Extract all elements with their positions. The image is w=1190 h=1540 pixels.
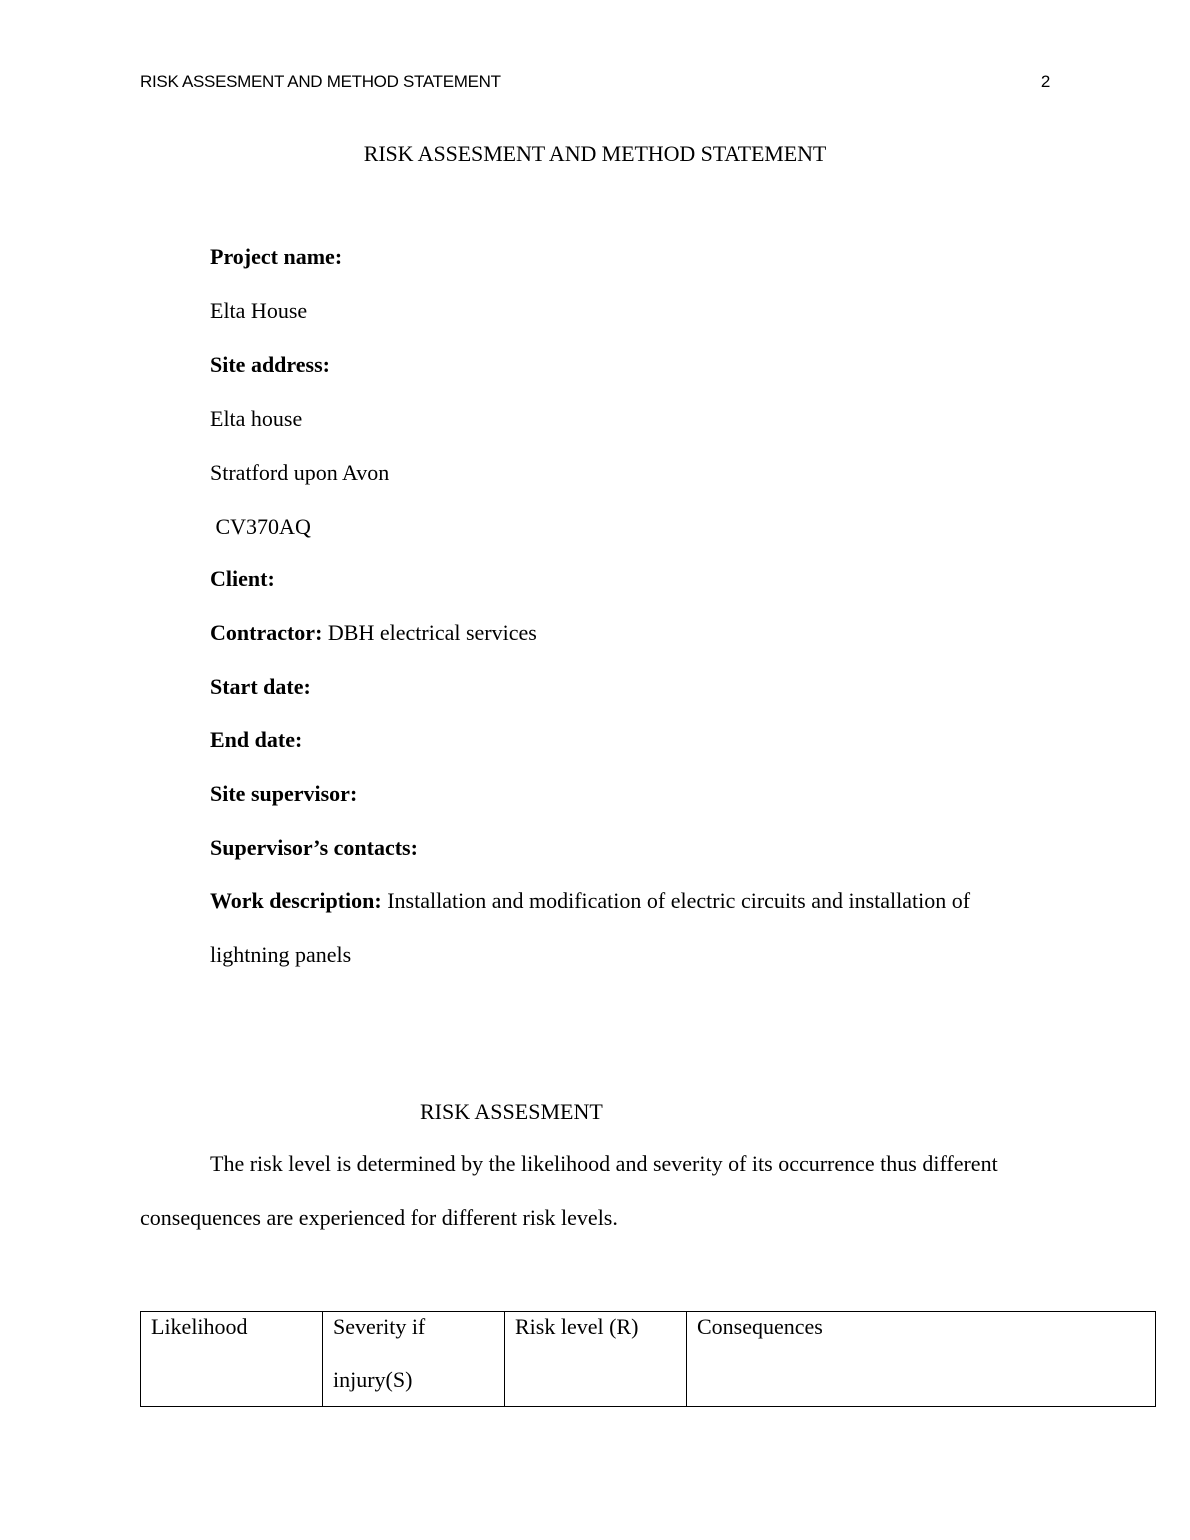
- project-name-label: [210, 244, 342, 270]
- running-head: RISK ASSESMENT AND METHOD STATEMENT: [140, 72, 501, 91]
- site-address-line-2: Stratford upon Avon: [210, 460, 390, 485]
- start-date-label: [210, 674, 311, 700]
- project-name-value: Elta House: [210, 298, 308, 323]
- work-description-line: [210, 888, 970, 914]
- header-cell-severity: Severity if injury(S): [323, 1312, 505, 1407]
- document-title: RISK ASSESMENT AND METHOD STATEMENT: [363, 141, 827, 166]
- page-header: [140, 72, 1050, 96]
- contractor-line: [210, 620, 537, 646]
- risk-paragraph-line-2: consequences are experienced for different risk levels.: [140, 1205, 618, 1230]
- start-date-label-text: Start date:: [210, 674, 311, 699]
- site-supervisor-label-text: Site supervisor:: [210, 781, 358, 806]
- client-label-text: Client:: [210, 566, 275, 591]
- site-address-label: [210, 352, 330, 378]
- end-date-label: [210, 727, 302, 753]
- end-date-label-text: End date:: [210, 727, 303, 752]
- supervisor-contacts-label: [210, 835, 418, 861]
- site-address-postcode: CV370AQ: [210, 514, 311, 539]
- page-number: 2: [1040, 72, 1050, 91]
- project-name-label-text: Project name:: [210, 244, 343, 269]
- work-description-value: Installation and modification of electric circuits and installation of: [381, 888, 971, 913]
- client-label: [210, 566, 275, 592]
- supervisor-contacts-label-text: Supervisor’s contacts:: [210, 835, 418, 860]
- header-cell-consequences: Consequences: [687, 1312, 1156, 1407]
- site-address-label-text: Site address:: [210, 352, 330, 377]
- risk-matrix-table: [140, 1311, 1156, 1407]
- work-description-continuation: lightning panels: [210, 942, 352, 967]
- contractor-label: Contractor:: [210, 620, 323, 645]
- contractor-value: DBH electrical services: [322, 620, 537, 645]
- site-address-line-1: Elta house: [210, 406, 303, 431]
- risk-assessment-heading: RISK ASSESMENT: [420, 1099, 603, 1124]
- table-header-row: [141, 1312, 1156, 1407]
- header-cell-likelihood: Likelihood: [141, 1312, 323, 1407]
- work-description-label: Work description:: [210, 888, 382, 913]
- header-cell-risk-level: Risk level (R): [505, 1312, 687, 1407]
- site-supervisor-label: [210, 781, 357, 807]
- risk-paragraph-line-1: The risk level is determined by the likelihood and severity of its occurrence thus different: [210, 1151, 998, 1176]
